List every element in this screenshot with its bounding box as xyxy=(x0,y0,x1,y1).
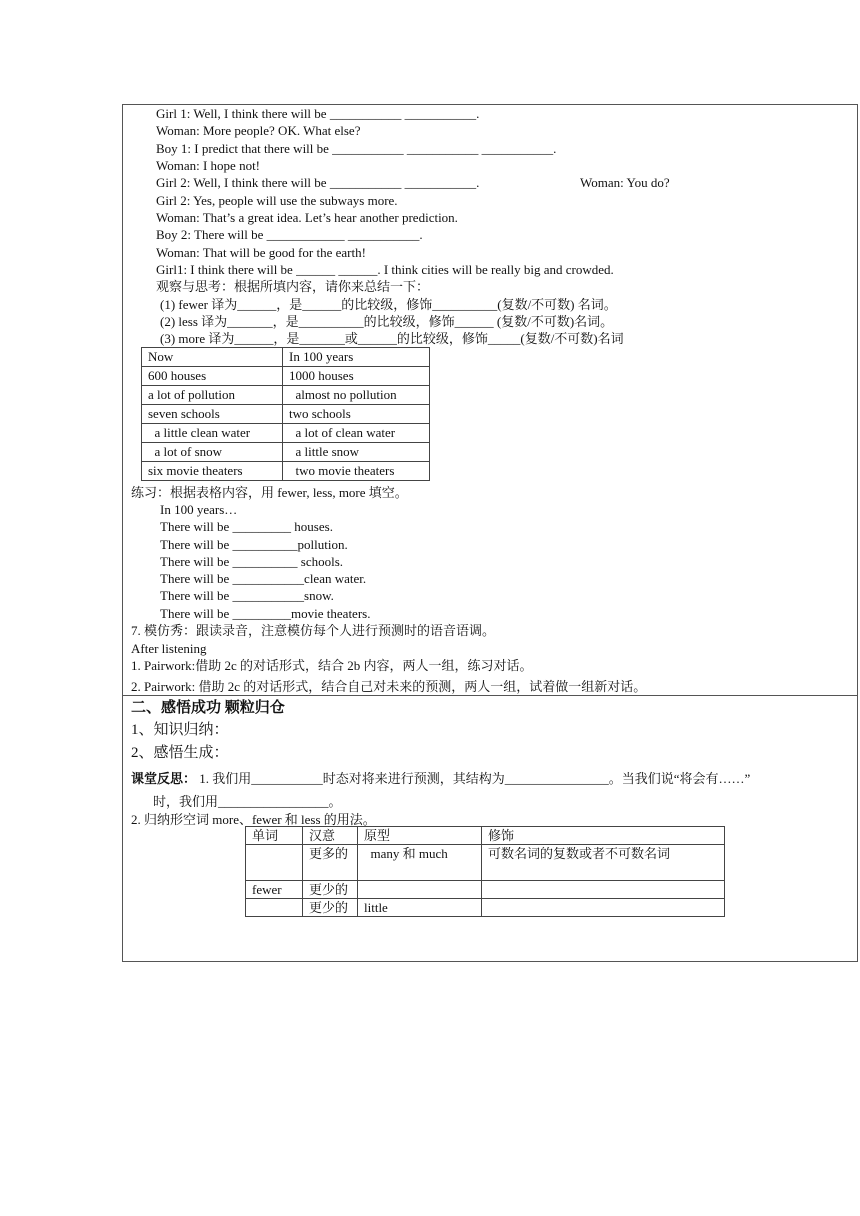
table-cell: In 100 years xyxy=(283,348,430,367)
reflection-line xyxy=(131,770,750,787)
dialogue-line: Girl 2: Yes, people will use the subways more. xyxy=(156,193,398,208)
table-cell: a little clean water xyxy=(142,424,283,443)
table-row xyxy=(246,881,725,899)
step-7: 7. 模仿秀：跟读录音，注意模仿每个人进行预测时的语音语调。 xyxy=(131,623,496,638)
table-cell xyxy=(482,881,725,899)
table-cell: Now xyxy=(142,348,283,367)
table-row xyxy=(246,899,725,917)
practice-item: There will be ___________snow. xyxy=(160,588,334,603)
table-header: 单词 xyxy=(246,827,303,845)
table-cell: a lot of clean water xyxy=(283,424,430,443)
dialogue-line: Boy 2: There will be ____________ ___________. xyxy=(156,227,423,242)
table-cell: 1000 houses xyxy=(283,367,430,386)
table-cell xyxy=(246,845,303,881)
comparison-table xyxy=(141,347,430,481)
pairwork-2: 2. Pairwork: 借助 2c 的对话形式，结合自己对未来的预测，两人一组，试着做一组新对话。 xyxy=(131,679,647,694)
practice-intro: In 100 years… xyxy=(160,502,238,517)
dialogue-line: Woman: I hope not! xyxy=(156,158,261,173)
section-divider xyxy=(122,695,858,696)
table-cell: two schools xyxy=(283,405,430,424)
table-cell: almost no pollution xyxy=(283,386,430,405)
table-header: 汉意 xyxy=(303,827,358,845)
table-header: 原型 xyxy=(358,827,482,845)
table-row xyxy=(142,348,430,367)
table-cell: many 和 much xyxy=(358,845,482,881)
dialogue-line: Woman: More people? OK. What else? xyxy=(156,123,361,138)
table-cell: 更少的 xyxy=(303,881,358,899)
summary-2: 2. 归纳形空词 more、fewer 和 less 的用法。 xyxy=(131,812,376,827)
dialogue-line: Girl1: I think there will be ______ ______. I think cities will be really big and crowded. xyxy=(156,262,614,277)
table-row xyxy=(142,462,430,481)
table-cell xyxy=(482,899,725,917)
reflection-generation: 2、感悟生成： xyxy=(131,745,229,761)
table-cell: fewer xyxy=(246,881,303,899)
reflection-text: 1. 我们用___________时态对将来进行预测，其结构为________________。当我们说“将会有……” xyxy=(199,771,751,786)
table-header-row xyxy=(246,827,725,845)
table-row xyxy=(142,424,430,443)
table-row xyxy=(142,367,430,386)
table-row xyxy=(142,386,430,405)
table-cell: a lot of snow xyxy=(142,443,283,462)
word-usage-table xyxy=(245,826,725,917)
practice-item: There will be _________movie theaters. xyxy=(160,606,371,621)
table-cell: 600 houses xyxy=(142,367,283,386)
practice-item: There will be __________ schools. xyxy=(160,554,344,569)
dialogue-line: Girl 1: Well, I think there will be ___________ ___________. xyxy=(156,106,480,121)
observe-item: (1) fewer 译为______，是______的比较级，修饰__________(复数/不可数) 名词。 xyxy=(160,297,617,312)
table-cell: 可数名词的复数或者不可数名词 xyxy=(482,845,725,881)
table-cell: little xyxy=(358,899,482,917)
table-cell: six movie theaters xyxy=(142,462,283,481)
reflection-label: 课堂反思： xyxy=(131,771,197,786)
section-title: 二、感悟成功 颗粒归仓 xyxy=(131,700,285,716)
table-cell: a little snow xyxy=(283,443,430,462)
dialogue-line: Boy 1: I predict that there will be ___________ ___________ ___________. xyxy=(156,141,557,156)
practice-item: There will be ___________clean water. xyxy=(160,571,367,586)
table-cell: seven schools xyxy=(142,405,283,424)
dialogue-line: Woman: That’s a great idea. Let’s hear another prediction. xyxy=(156,210,458,225)
table-row xyxy=(142,443,430,462)
practice-item: There will be _________ houses. xyxy=(160,519,333,534)
table-cell: two movie theaters xyxy=(283,462,430,481)
table-cell xyxy=(246,899,303,917)
reflection-text-2: 时，我们用_________________。 xyxy=(153,794,342,809)
dialogue-line: Girl 2: Well, I think there will be ___________ ___________. xyxy=(156,175,480,190)
table-cell: 更少的 xyxy=(303,899,358,917)
observe-title: 观察与思考：根据所填内容，请你来总结一下： xyxy=(156,279,430,294)
table-cell xyxy=(358,881,482,899)
observe-item: (2) less 译为_______，是__________的比较级，修饰______ (复数/不可数)名词。 xyxy=(160,314,614,329)
dialogue-line: Woman: You do? xyxy=(580,175,670,190)
after-listening: After listening xyxy=(131,641,207,656)
knowledge-summary: 1、知识归纳： xyxy=(131,722,229,738)
dialogue-line: Woman: That will be good for the earth! xyxy=(156,245,366,260)
practice-title: 练习：根据表格内容，用 fewer, less, more 填空。 xyxy=(131,485,408,500)
observe-item: (3) more 译为______，是_______或______的比较级，修饰_____(复数/不可数)名词 xyxy=(160,331,624,346)
table-row xyxy=(246,845,725,881)
table-row xyxy=(142,405,430,424)
table-cell: 更多的 xyxy=(303,845,358,881)
pairwork-1: 1. Pairwork:借助 2c 的对话形式，结合 2b 内容，两人一组，练习对话。 xyxy=(131,658,533,673)
table-header: 修饰 xyxy=(482,827,725,845)
practice-item: There will be __________pollution. xyxy=(160,537,348,552)
table-cell: a lot of pollution xyxy=(142,386,283,405)
